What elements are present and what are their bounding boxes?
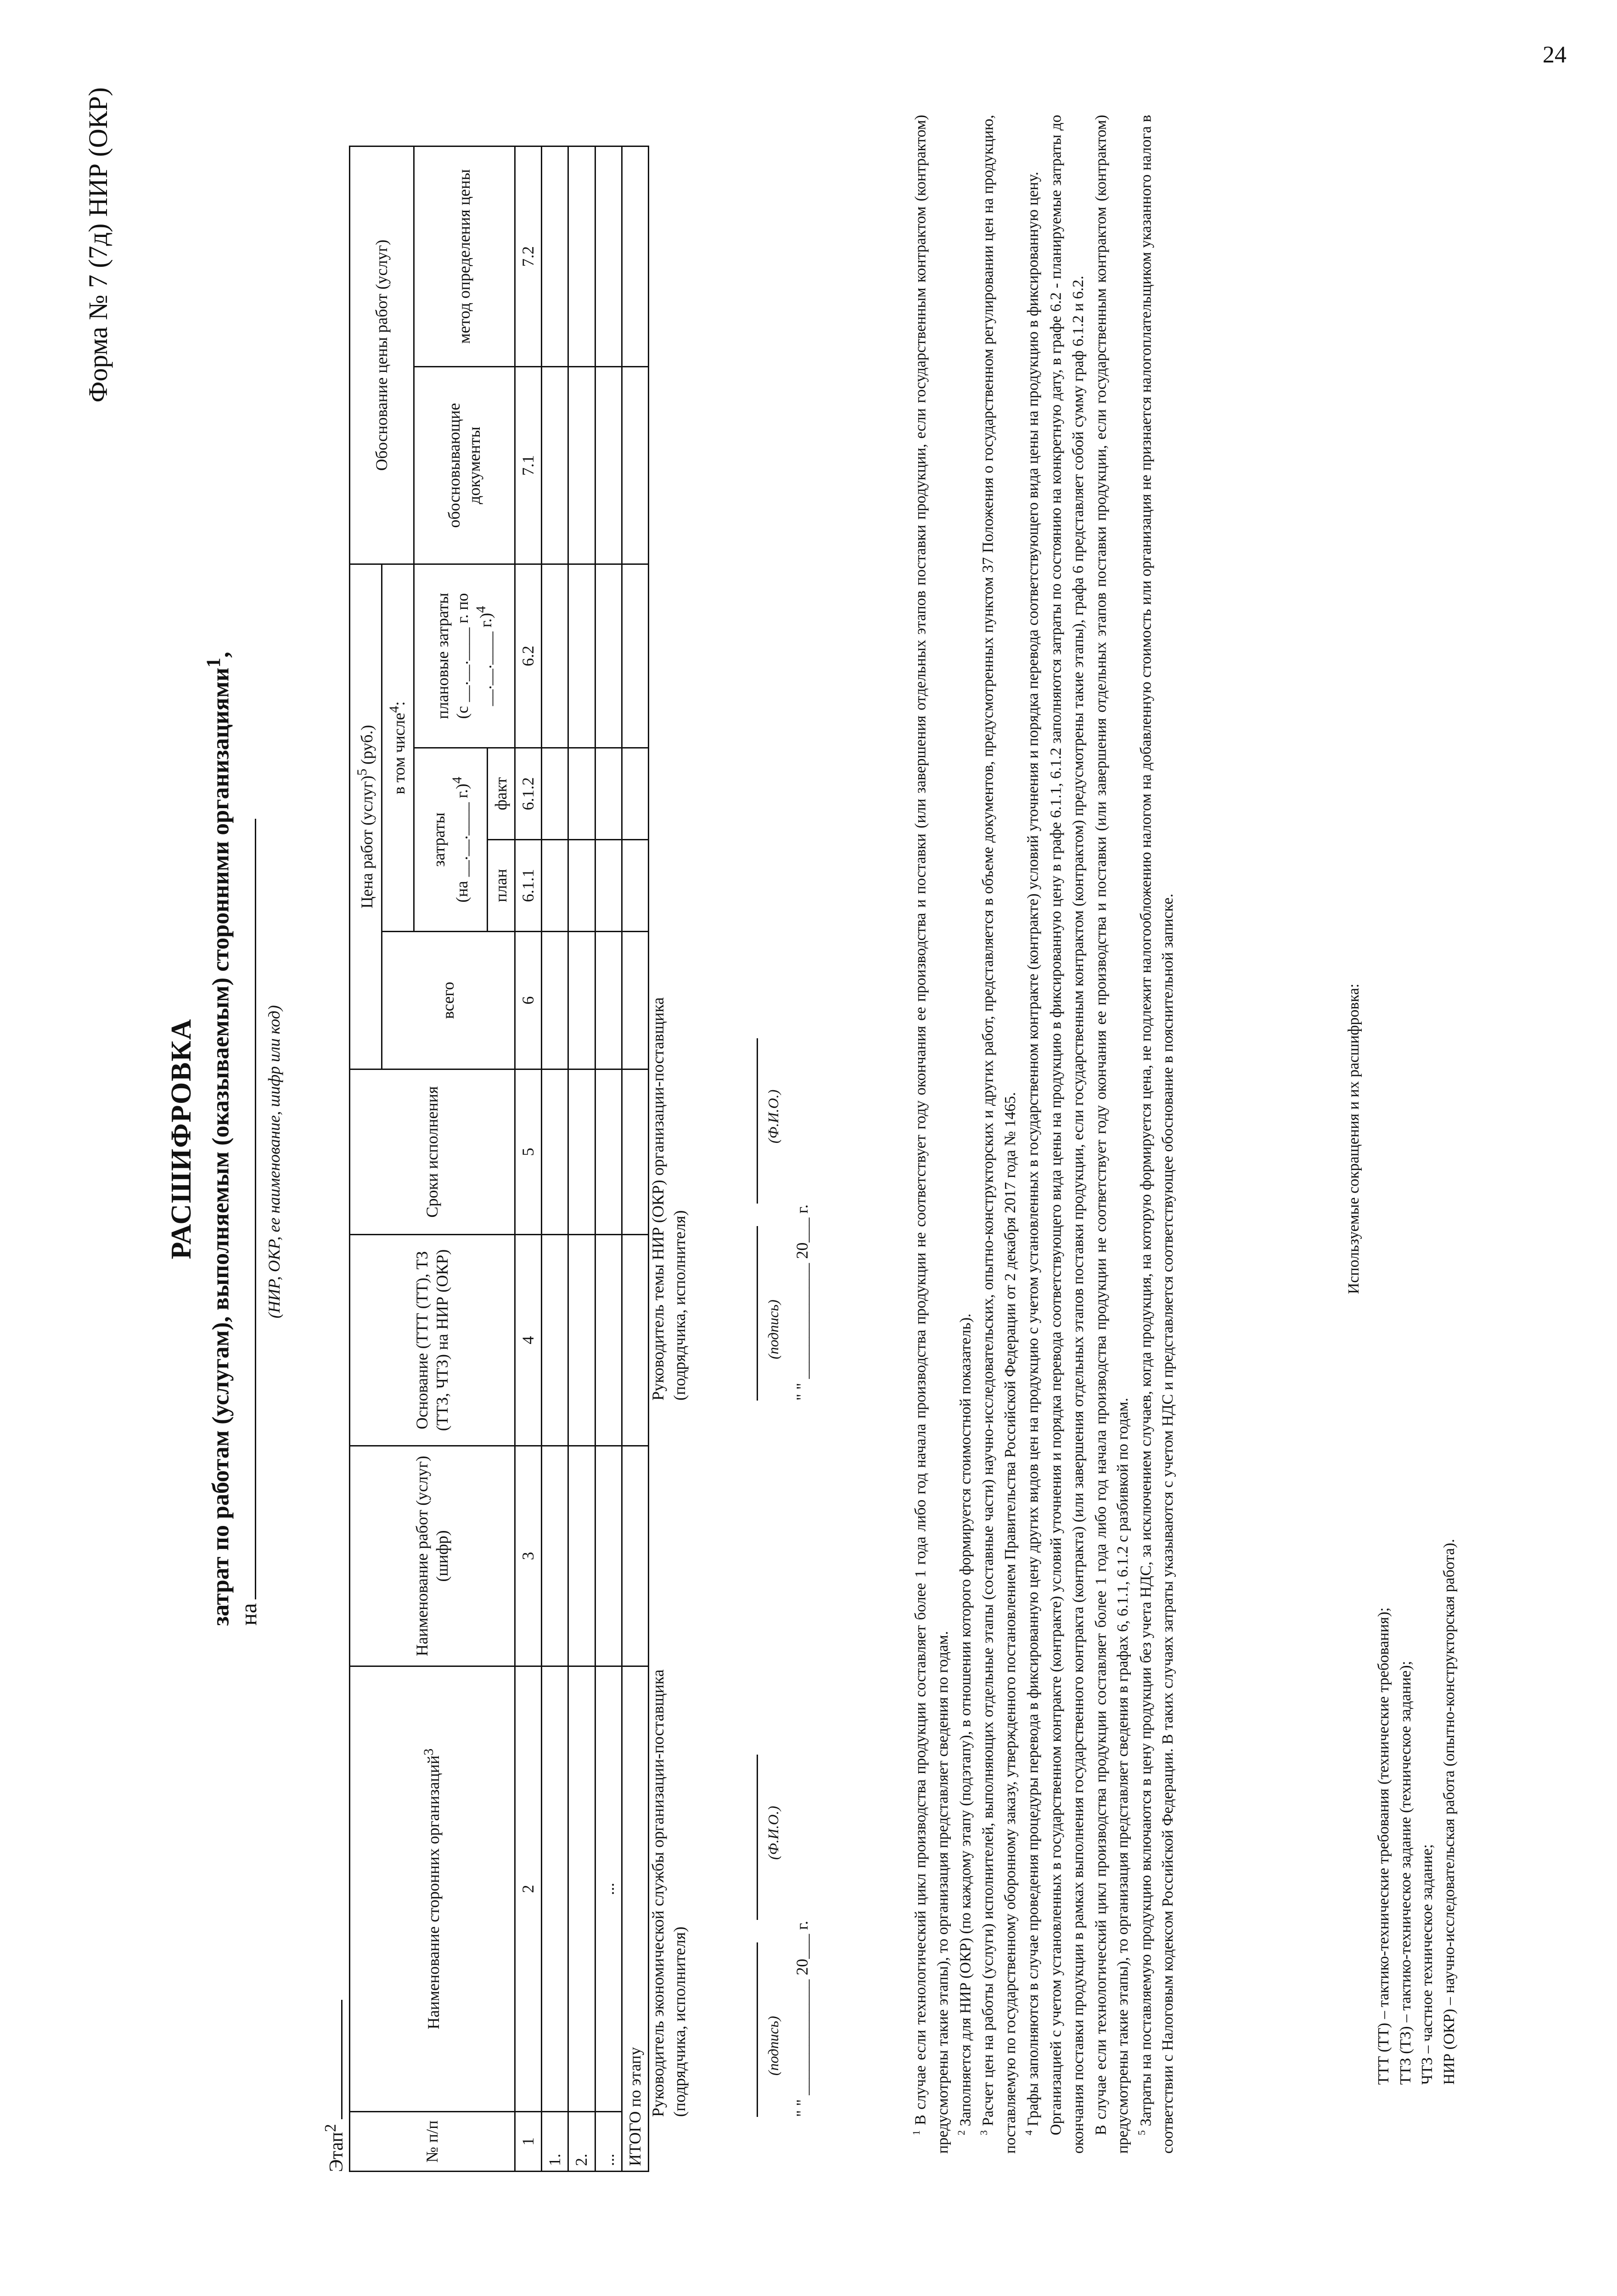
signature-date: " " ______________ 20___ г.	[792, 1204, 811, 1401]
total-row	[622, 146, 648, 2172]
table-row	[568, 146, 595, 2172]
subtitle-text: затрат по работам (услугам), выполняемым (оказываемым) сторонними организациями	[208, 667, 234, 1626]
col-num: 2	[515, 1666, 542, 2112]
table-row	[595, 146, 622, 2172]
fio-line[interactable]	[741, 1038, 758, 1204]
column-numbers-row	[515, 146, 542, 2172]
costs-table	[349, 146, 649, 2172]
footnote-ref-1: 1	[202, 658, 225, 668]
signature-line[interactable]	[741, 1942, 758, 2117]
header-incl: в том числе$^4$:	[382, 564, 414, 932]
signature-date: " " ______________ 20___ г.	[792, 1920, 811, 2117]
header-work: Наименование работ (услуг) (шифр)	[350, 1446, 515, 1666]
stage-label: Этап	[326, 2132, 347, 2172]
signature-caption: (подпись)	[764, 1300, 781, 1359]
header-docs: обосновывающие документы	[414, 367, 515, 564]
abbreviation-item: ТТЗ (ТЗ) – тактико-техническое задание (техническое задание);	[1397, 1660, 1414, 2085]
footnote-ref-3: 3	[421, 1748, 437, 1756]
footnote: $^4$ Графы заполняются в случае проведения процедуры перевода в фиксированную цену других видов цен на продукцию с учетом установленных в государственном контракте (контракте) условий уточнения и порядка перевода соответствующего вида цены на продукцию в фиксированную цену.	[1023, 172, 1042, 2135]
header-planned: плановые затраты (с __.__.____ г. по __.__.____ г.)$^4$	[414, 564, 515, 748]
document-page	[64, 37, 1579, 2241]
col-num: 6	[515, 932, 542, 1069]
subject-blank[interactable]	[236, 819, 256, 1599]
footnote: Организацией с учетом установленных в государственном контракте (контракте) условий уточнения и порядка перевода соответствующего вида цены на продукцию в фиксированную цену в графе 6.1.1, 6.1.2 заполняются затраты по состоянию на конкретную дату, в графе 6.2 - планируемые затраты до окончания поставки продукции в рамках выполнения государственного контракта (контракта) (или завершения отдельных этапов поставки продукции, если государственным контрактом (контрактом) предусмотрены такие этапы), графа 6 представляет собой сумму граф 6.1.2 и 6.2.	[1047, 115, 1087, 2154]
signature-lead	[647, 941, 813, 1401]
form-number: Форма № 7 (7д) НИР (ОКР)	[83, 87, 113, 403]
footnotes	[909, 115, 1179, 2154]
footnote: $^2$ Заполняется для НИР (ОКР) (по каждому этапу (подэтапу), в отношении которого формируется стоимостной показатель).	[955, 1313, 974, 2135]
row-number: 1.	[542, 2112, 568, 2172]
page-number: 24	[1543, 42, 1566, 68]
fio-line[interactable]	[741, 1755, 758, 1920]
header-no: № п/п	[350, 2112, 515, 2172]
table-row	[542, 146, 568, 2172]
row-number: 2.	[568, 2112, 595, 2172]
stage-line	[321, 2000, 348, 2172]
footnote-ref-5: 5	[354, 768, 370, 776]
abbreviation-item: НИР (ОКР) – научно-исследовательская работа (опытно-конструкторская работа).	[1440, 1539, 1458, 2085]
subject-hint: (НИР, ОКР, ее наименование, шифр или код)	[265, 1005, 283, 1319]
footnote: $^1$ В случае если технологический цикл производства продукции составляет более 1 года либо год начала производства продукции не соответствует году окончания ее производства и поставки (или завершения отдельных этапов поставки продукции, если государственным контрактом (контрактом) предусмотрены такие этапы), то организация представляет сведения по годам.	[910, 115, 951, 2154]
col-num: 1	[515, 2112, 542, 2172]
header-method: метод определения цены	[414, 146, 515, 367]
fio-caption: (Ф.И.О.)	[764, 1806, 781, 1860]
abbreviation-item: ТТТ (ТТ) – тактико-технические требования (технические требования);	[1375, 1607, 1392, 2085]
header-costs: затраты (на __.__.____ г.)$^4$	[414, 748, 488, 932]
col-num: 5	[515, 1069, 542, 1235]
stage-blank[interactable]	[325, 2000, 342, 2119]
header-basis: Основание (ТТТ (ТТ), ТЗ (ТТЗ, ЧТЗ) на НИР (ОКР)	[350, 1235, 515, 1446]
document-subtitle: затрат по работам (услугам), выполняемым (оказываемым) сторонними организациями$^1$,	[202, 652, 234, 1626]
row-number: ...	[595, 2112, 622, 2172]
signature-economist	[647, 1658, 813, 2117]
col-num: 7.2	[515, 146, 542, 367]
on-label: на	[236, 1603, 261, 1626]
subject-line	[235, 819, 262, 1626]
footnote: В случае если технологический цикл производства продукции составляет более 1 года либо год начала производства продукции не соответствует году окончания ее производства и поставки (или завершения отдельных этапов поставки продукции, если государственным контрактом (контрактом) предусмотрены такие этапы), то организация представляет сведения в графах 6, 6.1.1, 6.1.2 с разбивкой по годам.	[1092, 115, 1132, 2154]
col-num: 3	[515, 1446, 542, 1666]
signature-title: Руководитель темы НИР (ОКР) организации-поставщика (подрядчика, исполнителя)	[649, 997, 689, 1401]
col-num: 7.1	[515, 367, 542, 564]
col-num: 6.1.1	[515, 840, 542, 932]
header-price: Цена работ (услуг)$^5$ (руб.)	[350, 564, 382, 1069]
footnote-ref-2: 2	[321, 2124, 339, 2132]
col-num: 6.1.2	[515, 748, 542, 840]
abbreviations-list	[1373, 1539, 1460, 2085]
col-num: 6.2	[515, 564, 542, 748]
row-org-ellipsis: ...	[595, 1666, 622, 2112]
header-org: Наименование сторонних организаций$^3$	[350, 1666, 515, 2112]
header-plan: план	[488, 840, 515, 932]
footnote: $^5$ Затраты на поставляемую продукцию включаются в цену продукции без учета НДС, за исключением случаев, когда продукция, на которую формируется цена, не подлежит налогообложению налогом на добавленную стоимость или организация не признается налогоплательщиком указанного налога в соответствии с Налоговым кодексом Российской Федерации. В таких случаях затраты указываются с учетом НДС и представляется соответствующее обоснование в пояснительной записке.	[1135, 115, 1177, 2154]
footnote-ref-4: 4	[387, 706, 402, 713]
header-fact: факт	[488, 748, 515, 840]
footnote: $^3$ Расчет цен на работы (услуги) исполнителей, выполняющих отдельные этапы (составные части) научно-исследовательских, опытно-конструкторских и других работ, представляется в объеме документов, предусмотренных пунктом 37 Положения о государственном регулировании цен на продукцию, поставляемую по государственному оборонному заказу, утвержденного постановлением Правительства Российской Федерации от 2 декабря 2017 года № 1465.	[978, 115, 1019, 2154]
col-num: 4	[515, 1235, 542, 1446]
document-title: РАСШИФРОВКА	[166, 1018, 197, 1260]
signature-title: Руководитель экономической службы организации-поставщика (подрядчика, исполнителя)	[649, 1669, 689, 2117]
signature-line[interactable]	[741, 1226, 758, 1401]
total-label: ИТОГО по этапу	[622, 1666, 648, 2172]
signature-caption: (подпись)	[764, 2016, 781, 2076]
fio-caption: (Ф.И.О.)	[764, 1089, 781, 1143]
header-terms: Сроки исполнения	[350, 1069, 515, 1235]
header-total: всего	[382, 932, 515, 1069]
header-justify: Обоснование цены работ (услуг)	[350, 146, 414, 564]
abbreviations-title: Используемые сокращения и их расшифровка:	[1345, 983, 1362, 1294]
abbreviation-item: ЧТЗ – частное техническое задание;	[1419, 1844, 1436, 2085]
